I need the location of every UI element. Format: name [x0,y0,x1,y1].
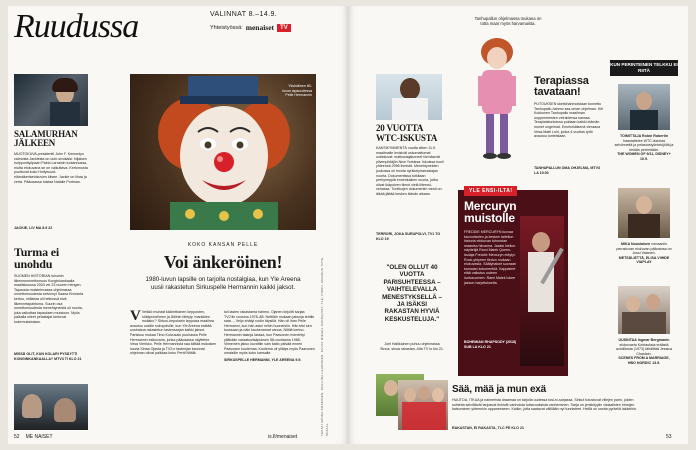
terapia-title-line2: tavataan! [534,86,581,98]
sm-photo [398,380,448,430]
tanhupallu-photo [464,36,530,162]
jackie-title [14,130,78,148]
wtc-title [376,124,437,143]
kpt-item-1-title: TOIMITTAJA Robin Robertin [619,134,669,138]
terapia-title-line1: Terapiassa [534,75,589,87]
article-body-col1 [130,310,218,356]
left-page [8,6,348,444]
mercury-photo [520,216,564,366]
article-body-col2 [224,310,316,363]
wtc-photo [376,74,442,120]
wtc-title-line2: WTC-ISKUSTA [376,132,438,143]
terapia-body: PUTOUKSEN sketsihahmoistaan tunnettu Tanhupallu-hahmo saa oman ohjelman. Kiti Kokkonen Tanhupallu maailman ooppermiesten veiraidensa kanssa. Terapiaistuntoissa puidaan kaikki elämän monet ongelmat. Ensimmäisenä vieraana Vesa-Matti Loiri, jonka 4-vuotias tyttö avautuu tunteistaan. [534,102,603,139]
footer-brand: ME NAISET [25,434,53,440]
kpt-photo-1 [618,84,670,130]
quote-block: "OLEN OLLUT 40 VUOTTA PARISUHTEESSA – VAIHTELEVALLA MENESTYKSELLÄ – JA ISÄKSI RAKASTAN HYVIÄ KESKUSTELUJA." [382,264,442,323]
footer-url: is.fi/menaiset [268,434,298,440]
tanhupallu-illustration [464,36,530,162]
terapia-title [534,76,589,98]
wtc-body: KAKSIKYMMENTÄ vuotta sitten 11.9. maailmalle levisivät uskomattomat uutiskuvat: matkustajakoneet törmäsivät pilvenpiirtäjiin New Yorkissa. Iskuissa kuoli yhteensä 2996 ihmistä. Menehtyneiden joukossa oli monta nyrkkelyharrastajan nuorta. Dokumentissa tutkitaan perhyneppiä ennenkaiken nuoria, jotka olivat ikäpolven tiimot vielä liiterosi-vehassa. Tuntikojen dokumentin viesti on: älkää jättää kesken ikävän aikaan. [376,146,444,196]
dropcap: V [130,308,141,324]
mercury-body: FREDDIE MERCURYN luovaa kaunottarien ja kesken taiteilun historia elokuvan tuhorotan maanisa hiivanna. Jaaksi kiellon näyttelijä Rami Malek Queen-laulaja Freddie Mercuryn eläytyi. Rock-yhtyeen tiedon mukaan elokuvasta. Säätyhaiset suoraan kamalan kokoneetöä. Kappaleet elää vaikutus uuteen luotosuomen. Rami Malek lukee jakson harjoitukselta. [464,230,516,285]
kpt-item-1-meta: THE WOMEN OF 9/11, DISNEY+ 10.9. [617,152,671,161]
article-headline: Voi änkeröinen! [163,252,283,272]
article-kicker: KOKO KANSAN PELLE [187,242,259,248]
kpt-item-1 [614,134,674,162]
kpt-item-3-body: elokuvasta Kohtauksia eräästä avioliitosta (1973) tähdittää Jessica Chastain. [616,342,672,356]
mercury-meta: BOHEMIAN RHAPSODY (2018) SUB LA KLO 21 [464,340,517,349]
turma-meta: MISSÄ OLIT, KUN KOLARI PYSÄYTTI KONGINKANKAALLA? MTV3 TI KLO 21 [14,352,82,361]
turma-photo [14,384,88,430]
wtc-meta: TERRORI, JOKA SURUPOLVI, TV1 TO KLO 19 [376,232,441,241]
turma-title [14,246,59,270]
kpt-item-2-meta: METSÄLIETTÄ, ELISA VIIHDE VIAPLAY [618,255,670,265]
article-deck: 1980-luvun lapsille on tarjolla nostalgiaa, kun Yle Areena uusii rakastetun Sirkuspelle Hermannin kaikki jaksot. [145,276,301,291]
sponsor-prefix: Yhteistyössä: [210,24,243,31]
turma-title-line1: Turma ei [14,245,59,259]
page-number-right: 53 [666,434,672,440]
turma-title-line2: unohdu [14,257,53,271]
page-number-left: 52 [14,434,20,440]
turma-body: SUOMEN HISTORIAN tuhoisin liikenneonnettomuus Konginkankaalla maaliskuussa 2004 vei 23 nuoren hengen. Tapausta muistelevassa ohjelmassa onnettomuudesta selvinnyt Saana Kiviranta kertoo, millaista oli hetkessä elvä liikennetapahtuma. Suurin osa onnettomuudesta menehtyneistä oli nuoria, joka vaikuttaa tapauksen muistoon. Myös paikalla olleet pelastajat kertovat kokemuksistaan. [14,274,84,324]
kpt-item-2 [614,242,674,265]
article-body-col2-text: tuli lasten rakastama hahmo. Ojanen kirjoitti sarjaa TV2:lle vuosina 1978–88. Nettilän mukaan jaksoja tehtiin sata. – Veijo ehätyi roolin täysillä. Hän oli ihan Pelle Hermanni, kun hän astui mihin huoneisiin. Hän teki sen tuossaan ja näki kauhenamat vanoa, Nittilä kertoo. Hermannin taianja lasssa, kun Paavonen menehtyi ylläkään varaatuslisäpuksen 58-vuotiaana 1988. Viimeinen jakso kuvattiin vain katto päivää ennen Paavosen kuolemaa. Kuolema oli yllätys myös Paavosen omaisille myös koko kansalle. [224,310,315,356]
sm-title: Sää, mää ja mun exä [452,384,547,395]
jackie-title-line1: SALAMURHAN [14,129,78,139]
article-signoff: SIRKUSPELLE HERMANNI, YLE AREENA 9.9. [224,357,302,362]
wtc-title-line1: 20 VUOTTA [376,123,424,133]
kpt-heading: KUN PERINTEINEN TELKKU EI RIITÄ [610,60,678,76]
mercury-title [464,200,516,224]
sm-meta: RAKASTAN, EI RAKASTA, TLC PE KLO 21 [452,426,524,430]
jackie-photo [14,74,88,126]
terapia-meta: TANHUPALLUN OMA OHJELMA, MTV3 LA 19.00 [534,166,601,175]
tanhupallu-caption: Tanhupallun ohjelmassa mukana on totta maar myös harvamaista. [474,16,542,26]
mercury-box [458,190,568,376]
kpt-photo-3 [618,286,670,334]
header-sponsor [210,23,291,32]
article-body-col1-text: Veikkö muistat käämittoinen kepposten, nökkpuhelimen ja Äitiinin lähtyip 'mankkien mullako'? Sirkus-hepokarin leppoisa maailma avautuu uusille sukupolville, kun Yle Areena esittää uusintana rakastetun lastensarjan kaikki jaksot. Pariskuu mukaa Timo Kolvusalo puuhassa Pelle Hermannin esikuvana, jonka pääosassa näyttelee Vesa Vierikko. Pelle Hermannista saa kiittää esikoisen luovia Sinaa Ojasta ja TV2:n tastenjan kaunnat ohjelman olivat palkkaa kohu Pertti Nittilä. [130,310,217,356]
jackie-body: MUOTOKUVA presidentti John F. Kennedyn vaimosta Jackiesta on outo sivukaisi: hiljaisen huippuntiyöpaari Pablo Larrainin tuotannossa, mutta elokuvana se on vaikuttava. Kertomusta puuttuvat koko Hollywood-elämäkertaelokuvien klisee. Jackie on lihaa ja verta. Pääosassa loistaa Natalie Portman. [14,152,88,184]
credits-vertical: TEKSTI MINNA KOSKINEN, PAULIINA LEHKONEN, KUVAT MIKAEL SANDQVIST, YLE, PIKKU, MAGNUS TOYE SOCIAL [320,257,329,436]
kpt-item-3-meta: SCENES FROM A MARRIAGE, HBO NORDIC 13.9. [618,356,670,365]
sponsor-brand: menaiset [245,23,275,32]
sm-body: HUUTOA, ITKUA ja naimerista draamaa on tarjolla uudessa tosi-tv-sarjassa. Sinkut tutustuvat villejen parin, joiden suhteita selvittävät tarjoavat tinkivät vanhoista tuttavuuksista vanheminen. Sarja on jenkkityylin visiaalisten hintojen katsominen yhteenkin oppaneeseen. Kaikin, jotta saatavat välillään nyt tunnisteet. Heillä on useita pyrkeliä lakkeihin. [452,398,637,412]
kpt-item-3 [614,338,674,366]
jackie-title-line2: JÄLKEEN [14,138,56,148]
kpt-photo-2 [618,188,670,238]
header-dates: VALINNAT 8.–14.9. [210,11,278,18]
footer-left [14,434,53,440]
mercury-title-line2: muistolle [464,211,515,225]
sponsor-tv-badge: TV [277,24,291,32]
quote-caption: Joel Hallikainen puhuu ohjelmassa Sinua, sinua rakastan, Alfa TV to klo 21. [380,342,444,351]
logo-ruudussa: Ruudussa [14,8,139,45]
kpt-item-2-title: MIKA Nousiaisen [620,242,651,246]
mercury-title-line1: Mercuryn [464,199,517,213]
kpt-item-2-body: romaaniin perustuvan elokuvan pääosissa on Jussi Vatanen. [616,242,672,256]
pelle-hermanni-photo [130,74,316,230]
photo-caption: Yksinäinen 80-luvun lapsuudessa Pelle Hermannin [282,84,312,98]
kpt-item-1-body: haastattelee WTC-iskuista selviinneitä ja pelastustyöntekijöitä ja heidän perheitään. [614,138,674,152]
ensi-ilta-banner: YLE ENSI-ILTA! [464,186,517,196]
jackie-meta: JACKIE, LIV MA 8.9 22 [14,226,53,230]
kpt-item-3-title: UUSINTAA Ingmar Bergmanin [618,338,670,342]
